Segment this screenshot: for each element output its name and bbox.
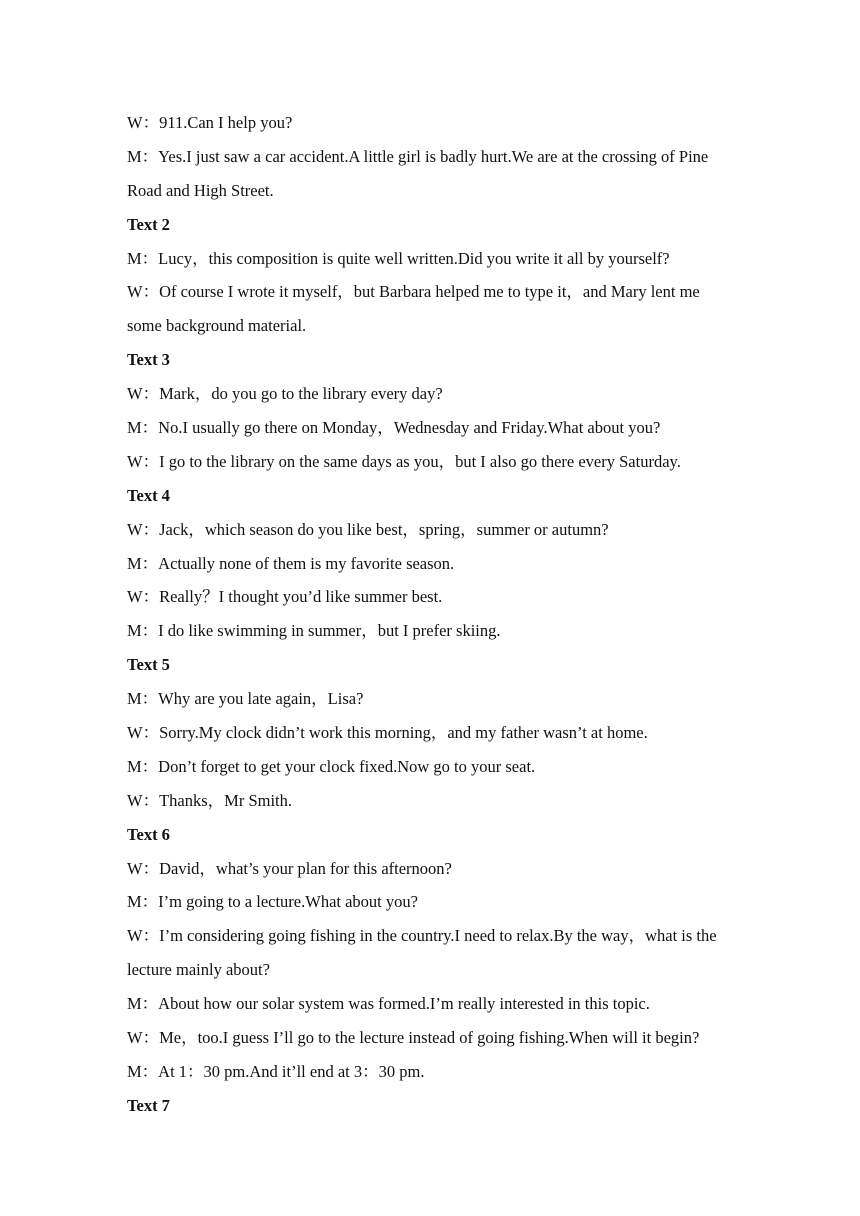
dialogue-line: some background material. <box>127 316 307 336</box>
section-heading: Text 3 <box>127 350 170 370</box>
dialogue-line: lecture mainly about? <box>127 960 270 980</box>
dialogue-line: W：Mark，do you go to the library every day? <box>127 384 443 404</box>
dialogue-line: W：Sorry.My clock didn’t work this morning，and my father wasn’t at home. <box>127 723 648 743</box>
dialogue-line: W：Me，too.I guess I’ll go to the lecture instead of going fishing.When will it begin? <box>127 1028 700 1048</box>
dialogue-line: M：I do like swimming in summer，but I prefer skiing. <box>127 621 501 641</box>
dialogue-line: M：I’m going to a lecture.What about you? <box>127 892 418 912</box>
dialogue-line: W：Of course I wrote it myself，but Barbara helped me to type it，and Mary lent me <box>127 282 700 302</box>
dialogue-line: W：Thanks，Mr Smith. <box>127 790 292 810</box>
dialogue-line: W：I’m considering going fishing in the country.I need to relax.By the way，what is the <box>127 926 717 946</box>
section-heading: Text 2 <box>127 214 170 234</box>
dialogue-line: W：David，what’s your plan for this afternoon? <box>127 858 452 878</box>
dialogue-line: M：Lucy，this composition is quite well written.Did you write it all by yourself? <box>127 248 670 268</box>
section-heading: Text 4 <box>127 485 170 505</box>
dialogue-line: Road and High Street. <box>127 180 274 200</box>
dialogue-line: W：I go to the library on the same days as you，but I also go there every Saturday. <box>127 451 681 471</box>
section-heading: Text 5 <box>127 655 170 675</box>
dialogue-line: M：At 1：30 pm.And it’ll end at 3：30 pm. <box>127 1061 425 1081</box>
section-heading: Text 7 <box>127 1095 170 1115</box>
dialogue-line: M：No.I usually go there on Monday，Wednesday and Friday.What about you? <box>127 418 661 438</box>
document-page <box>127 106 737 1123</box>
section-heading: Text 6 <box>127 824 170 844</box>
dialogue-line: W：911.Can I help you? <box>127 113 293 132</box>
dialogue-line: W：Jack，which season do you like best，spring，summer or autumn? <box>127 519 609 539</box>
dialogue-line: M：Yes.I just saw a car accident.A little girl is badly hurt.We are at the crossing of Pine <box>127 146 709 166</box>
dialogue-line: M：Don’t forget to get your clock fixed.Now go to your seat. <box>127 756 536 776</box>
dialogue-line: W：Really？I thought you’d like summer best. <box>127 587 443 607</box>
dialogue-line: M：About how our solar system was formed.I’m really interested in this topic. <box>127 994 650 1014</box>
dialogue-line: M：Actually none of them is my favorite season. <box>127 553 455 573</box>
dialogue-line: M：Why are you late again，Lisa? <box>127 689 364 709</box>
